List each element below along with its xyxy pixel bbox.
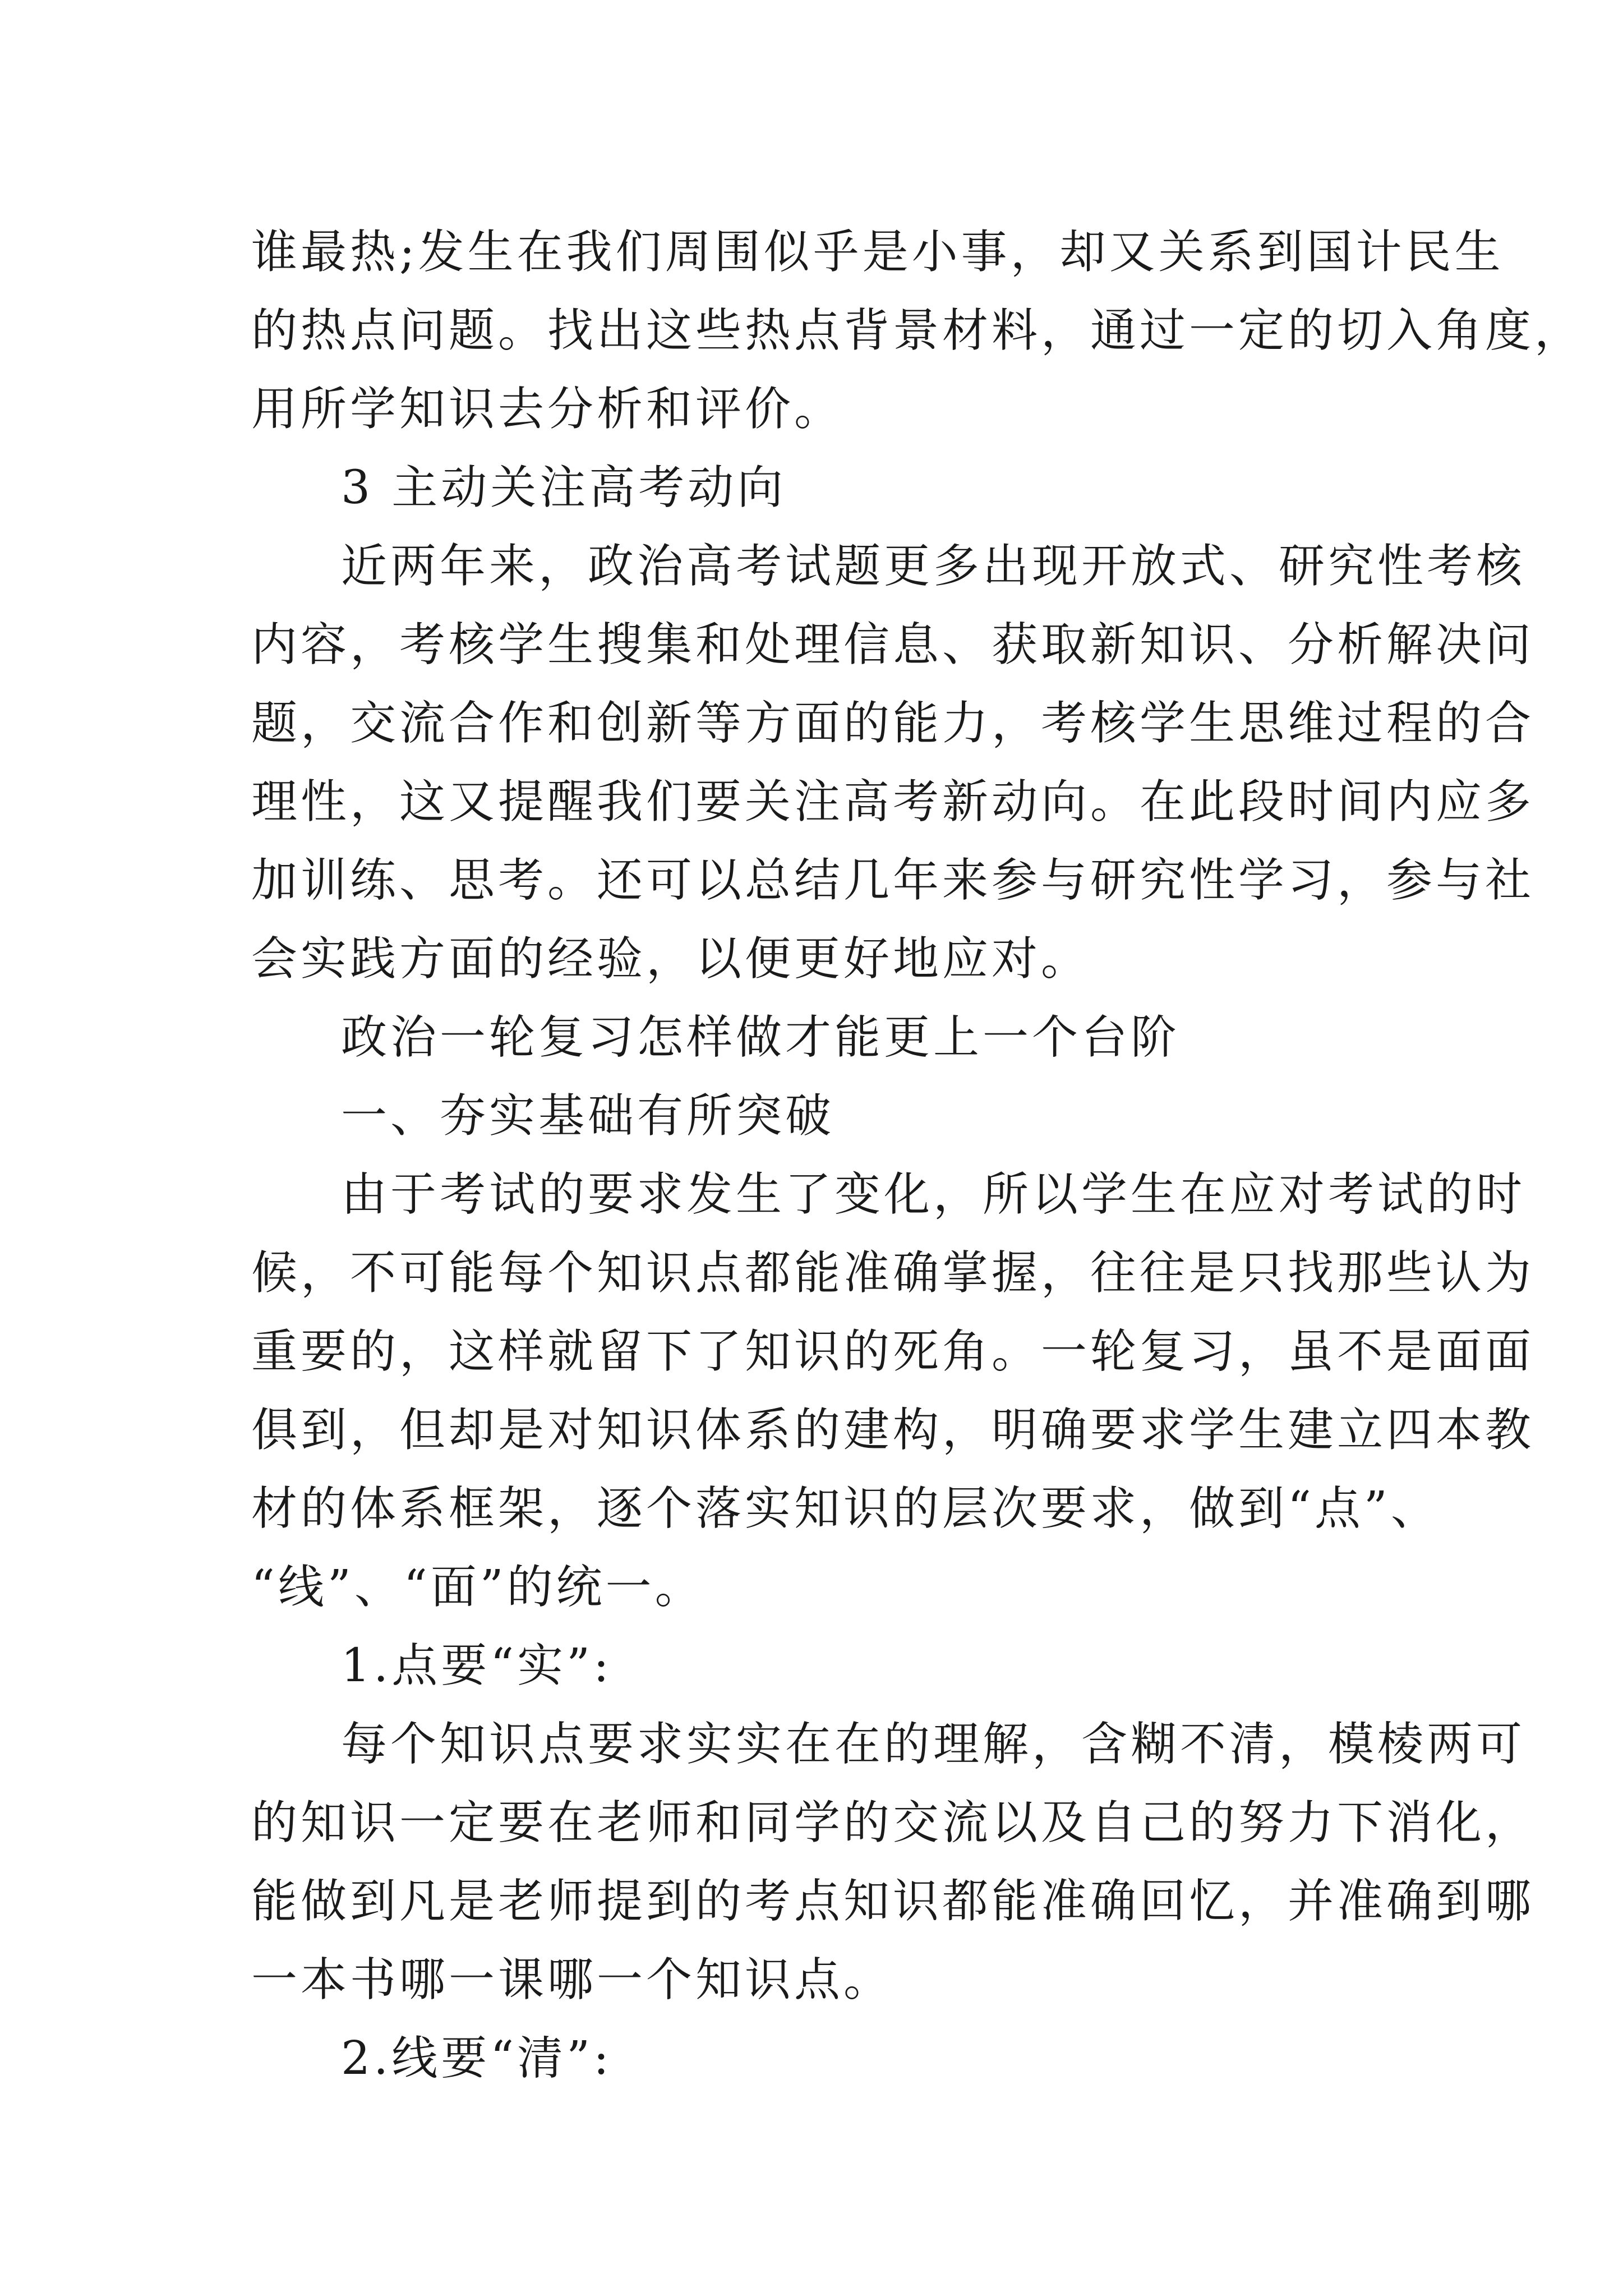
text-line: 加训练、思考。还可以总结几年来参与研究性学习，参与社: [251, 854, 1535, 907]
text-line: 俱到，但却是对知识体系的建构，明确要求学生建立四本教: [251, 1404, 1535, 1457]
text-line: 的热点问题。找出这些热点背景材料，通过一定的切入角度，: [251, 304, 1584, 357]
section-heading: 一、夯实基础有所突破: [341, 1089, 835, 1143]
text-line: 会实践方面的经验，以便更好地应对。: [251, 932, 1091, 986]
body-text: [251, 213, 1584, 2098]
text-line: 重要的，这样就留下了知识的死角。一轮复习，虽不是面面: [251, 1325, 1535, 1378]
text-line: 材的体系框架，逐个落实知识的层次要求，做到“点”、: [251, 1482, 1440, 1535]
article-title: 政治一轮复习怎样做才能更上一个台阶: [341, 1011, 1181, 1064]
text-line: 由于考试的要求发生了变化，所以学生在应对考试的时: [341, 1168, 1526, 1221]
subsection-heading: 2.线要“清”:: [341, 2032, 612, 2085]
text-line: 近两年来，政治高考试题更多出现开放式、研究性考核: [341, 540, 1526, 593]
text-line: 题，交流合作和创新等方面的能力，考核学生思维过程的合: [251, 697, 1535, 750]
text-line: 候，不可能每个知识点都能准确掌握，往往是只找那些认为: [251, 1246, 1535, 1300]
text-line: 用所学知识去分析和评价。: [251, 383, 844, 436]
text-line: 每个知识点要求实实在在的理解，含糊不清，模棱两可: [341, 1718, 1526, 1771]
text-line: “线”、“面”的统一。: [251, 1561, 704, 1614]
text-line: 能做到凡是老师提到的考点知识都能准确回忆，并准确到哪: [251, 1875, 1535, 1928]
text-line: 谁最热;发生在我们周围似乎是小事，却又关系到国计民生: [251, 226, 1504, 279]
text-line: 的知识一定要在老师和同学的交流以及自己的努力下消化，: [251, 1796, 1535, 1849]
section-heading: 3 主动关注高考动向: [341, 461, 787, 514]
text-line: 一本书哪一课哪一个知识点。: [251, 1953, 893, 2007]
text-line: 内容，考核学生搜集和处理信息、获取新知识、分析解决问: [251, 618, 1535, 671]
subsection-heading: 1.点要“实”:: [341, 1639, 612, 1692]
text-line: 理性，这又提醒我们要关注高考新动向。在此段时间内应多: [251, 775, 1535, 829]
